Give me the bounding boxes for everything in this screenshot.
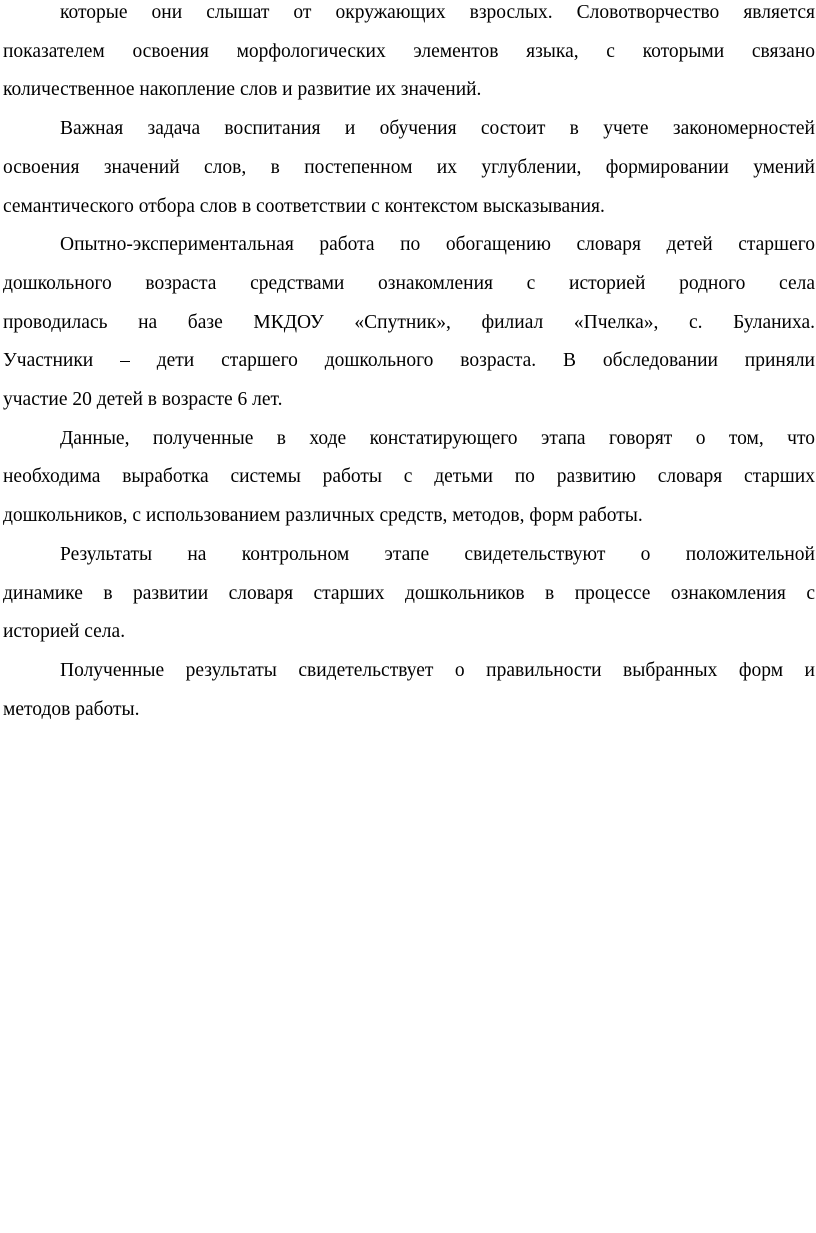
text-line: Опытно-экспериментальная работа по обогащению словаря детей старшего <box>60 234 815 256</box>
text-line: Результаты на контрольном этапе свидетельствуют о положительной <box>60 543 815 565</box>
document-body <box>3 0 815 729</box>
text-line: историей села. <box>3 621 126 643</box>
text-line: количественное накопление слов и развитие их значений. <box>3 79 482 101</box>
text-line: участие 20 детей в возрасте 6 лет. <box>3 389 283 411</box>
text-line: дошкольного возраста средствами ознакомления с историей родного села <box>3 272 815 294</box>
text-line: необходима выработка системы работы с детьми по развитию словаря старших <box>3 466 815 488</box>
text-line: Данные, полученные в ходе констатирующего этапа говорят о том, что <box>60 427 815 449</box>
text-line: Участники – дети старшего дошкольного возраста. В обследовании приняли <box>3 350 815 372</box>
text-line: методов работы. <box>3 698 140 720</box>
text-line: показателем освоения морфологических элементов языка, с которыми связано <box>3 40 815 62</box>
text-line: семантического отбора слов в соответствии с контекстом высказывания. <box>3 195 605 217</box>
text-line: дошкольников, с использованием различных средств, методов, форм работы. <box>3 505 643 527</box>
text-line: освоения значений слов, в постепенном их углублении, формировании умений <box>3 156 815 178</box>
text-line: проводилась на базе МКДОУ «Спутник», филиал «Пчелка», с. Буланиха. <box>3 311 815 333</box>
text-line: динамике в развитии словаря старших дошкольников в процессе ознакомления с <box>3 582 815 604</box>
text-line: Полученные результаты свидетельствует о правильности выбранных форм и <box>60 659 815 681</box>
text-line: Важная задача воспитания и обучения состоит в учете закономерностей <box>60 118 815 140</box>
text-line: которые они слышат от окружающих взрослых. Словотворчество является <box>60 2 815 23</box>
